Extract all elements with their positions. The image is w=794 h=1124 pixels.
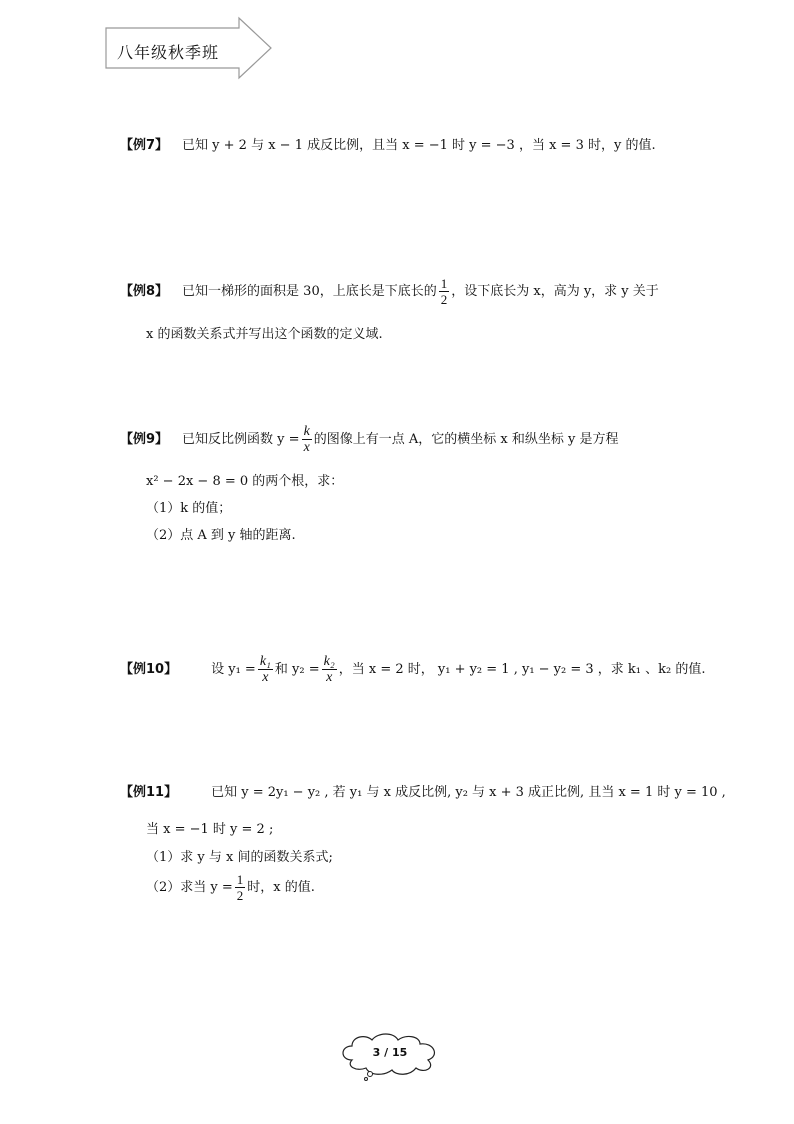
example-11-question-1: （1）求 y 与 x 间的函数关系式;: [146, 850, 333, 865]
fraction-numerator: k: [303, 424, 310, 439]
example-9-fraction: [302, 424, 312, 455]
example-9-text-a: 已知反比例函数 y =: [182, 432, 300, 447]
fraction-denominator: x: [303, 440, 310, 455]
fraction-numerator: 1: [236, 872, 244, 887]
example-8-line-2: x 的函数关系式并写出这个函数的定义域.: [146, 327, 383, 342]
example-8-text-b: ，设下底长为 x，高为 y，求 y 关于: [451, 284, 659, 299]
example-7-tag: 【例7】: [120, 138, 169, 153]
example-11-question-2-b: 时，x 的值.: [247, 880, 315, 895]
example-11-line-2: 当 x = −1 时 y = 2 ;: [146, 822, 274, 837]
example-11-question-2-a: （2）求当 y =: [146, 880, 233, 895]
header-title: 八年级秋季班: [117, 43, 220, 62]
example-7: [120, 134, 656, 153]
example-8-fraction: [439, 276, 450, 307]
example-9-question-1: （1）k 的值；: [146, 501, 232, 516]
fraction-numerator: k₁: [259, 654, 271, 669]
example-8-line-1: [120, 276, 659, 307]
example-9-text-b: 的图像上有一点 A，它的横坐标 x 和纵坐标 y 是方程: [313, 432, 619, 447]
fraction-denominator: 2: [236, 888, 244, 903]
fraction-numerator: k₂: [323, 654, 335, 669]
example-10-tag: 【例10】: [120, 662, 178, 677]
header-banner: [105, 16, 273, 80]
fraction-denominator: 2: [440, 292, 448, 307]
example-10-fraction-1: [258, 654, 273, 685]
example-10: [120, 654, 706, 685]
example-9-question-2: （2）点 A 到 y 轴的距离.: [146, 528, 296, 543]
example-11-fraction: [235, 872, 246, 903]
fraction-denominator: x: [262, 670, 269, 685]
example-8-tag: 【例8】: [120, 284, 169, 299]
example-11-line-1: [120, 781, 726, 800]
page-number-badge: [336, 1030, 444, 1082]
example-9-line-1: [120, 424, 619, 455]
example-8-text-a: 已知一梯形的面积是 30，上底长是下底长的: [182, 284, 437, 299]
example-11-text: 已知 y = 2y₁ − y₂ , 若 y₁ 与 x 成反比例, y₂ 与 x + 3 成正比例, 且当 x = 1 时 y = 10 ,: [211, 785, 726, 800]
example-10-text-c: ，当 x = 2 时， y₁ + y₂ = 1 , y₁ − y₂ = 3 ，求 k₁ 、k₂ 的值.: [338, 662, 706, 677]
example-9-tag: 【例9】: [120, 432, 169, 447]
example-7-text: 已知 y + 2 与 x − 1 成反比例，且当 x = −1 时 y = −3 ，当 x = 3 时，y 的值.: [182, 138, 656, 153]
example-10-fraction-2: [322, 654, 337, 685]
fraction-numerator: 1: [440, 276, 448, 291]
example-11-tag: 【例11】: [120, 785, 178, 800]
example-10-text-b: 和 y₂ =: [274, 662, 320, 677]
page-number: 3 / 15: [372, 1046, 408, 1059]
fraction-denominator: x: [326, 670, 333, 685]
example-9-line-2: x² − 2x − 8 = 0 的两个根，求：: [146, 474, 344, 489]
example-10-text-a: 设 y₁ =: [211, 662, 256, 677]
example-11-question-2: [146, 872, 315, 903]
